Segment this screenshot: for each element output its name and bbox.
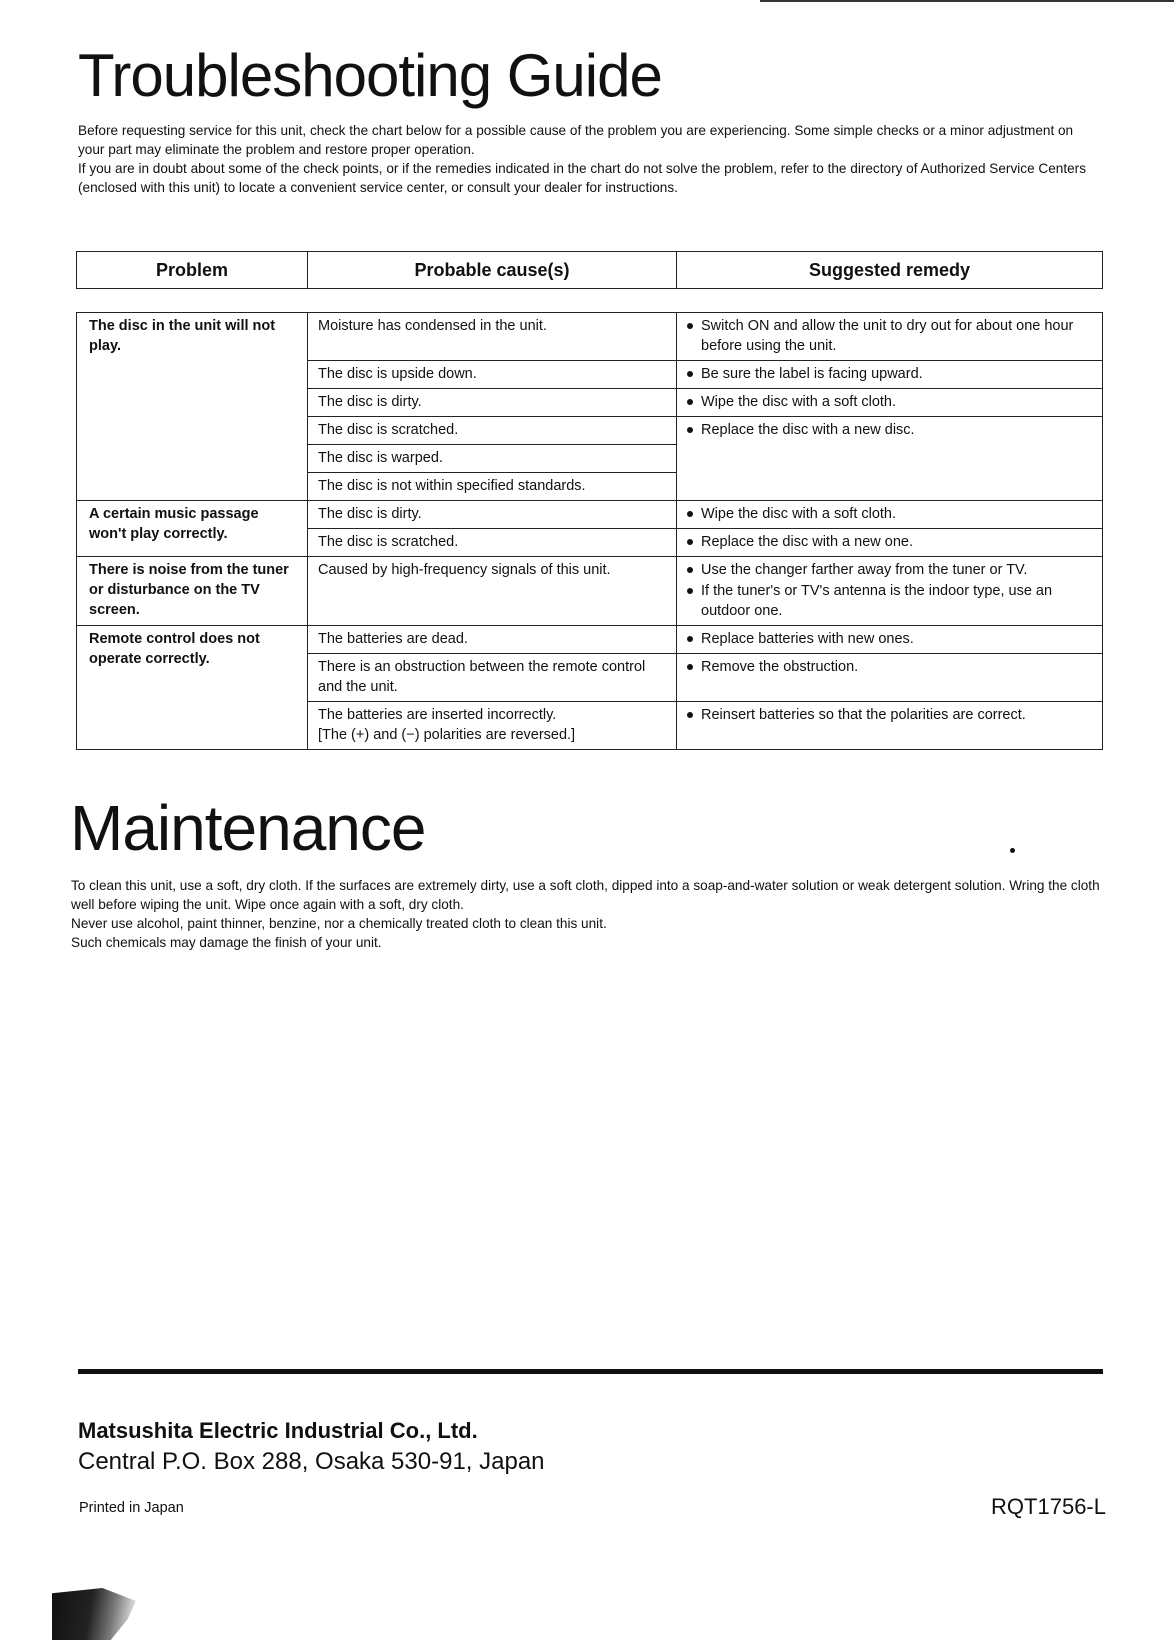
troubleshooting-table	[76, 312, 1103, 750]
remedy-cell	[677, 654, 1103, 702]
cause-cell: The batteries are dead.	[308, 626, 677, 654]
cause-cell: The disc is dirty.	[308, 389, 677, 417]
problem-noise: There is noise from the tuner or disturbance on the TV screen.	[77, 557, 308, 626]
intro-paragraph-2: If you are in doubt about some of the check points, or if the remedies indicated in the chart do not solve the problem, refer to the directory of Authorized Service Centers (enclosed with this unit) to locate a convenient service center, or consult your dealer for instructions.	[78, 161, 1087, 195]
cause-line: The batteries are inserted incorrectly.	[318, 707, 557, 723]
bullet-icon	[687, 323, 693, 329]
troubleshooting-table-header	[76, 251, 1103, 289]
top-edge-rule	[760, 0, 1174, 2]
header-remedy: Suggested remedy	[677, 252, 1103, 289]
problem-passage: A certain music passage won't play correctly.	[77, 501, 308, 557]
header-problem: Problem	[77, 252, 308, 289]
intro-paragraph-1: Before requesting service for this unit, check the chart below for a possible cause of the problem you are experiencing. Some simple checks or a minor adjustment on your part may eliminate the problem and restore proper operation.	[78, 123, 1074, 157]
maintenance-title: Maintenance	[70, 792, 426, 864]
bullet-icon	[687, 664, 693, 670]
problem-disc: The disc in the unit will not play.	[77, 313, 308, 501]
remedy-text: Replace batteries with new ones.	[701, 631, 914, 647]
remedy-text: Switch ON and allow the unit to dry out for about one hour before using the unit.	[701, 318, 1074, 354]
printed-in-note: Printed in Japan	[79, 1500, 184, 1516]
remedy-cell	[677, 557, 1103, 626]
cause-line: [The (+) and (−) polarities are reversed.]	[318, 727, 576, 743]
cause-cell	[308, 702, 677, 750]
bullet-icon	[687, 712, 693, 718]
scan-artifact	[52, 1588, 136, 1640]
footer-rule	[78, 1369, 1103, 1374]
header-cause: Probable cause(s)	[308, 252, 677, 289]
bullet-icon	[687, 511, 693, 517]
bullet-icon	[687, 567, 693, 573]
maintenance-line-2: Never use alcohol, paint thinner, benzine, nor a chemically treated cloth to clean this unit.	[71, 916, 607, 931]
stray-dot-mark	[1010, 848, 1015, 853]
company-address: Central P.O. Box 288, Osaka 530-91, Japan	[78, 1448, 545, 1475]
table-row	[77, 501, 1103, 529]
table-row	[77, 557, 1103, 626]
remedy-text: Be sure the label is facing upward.	[701, 366, 923, 382]
troubleshooting-intro	[78, 121, 1100, 197]
remedy-text: Reinsert batteries so that the polarities are correct.	[701, 707, 1026, 723]
cause-cell: The disc is not within specified standards.	[308, 473, 677, 501]
remedy-cell	[677, 501, 1103, 529]
bullet-icon	[687, 539, 693, 545]
cause-cell: Caused by high-frequency signals of this unit.	[308, 557, 677, 626]
cause-cell: The disc is scratched.	[308, 529, 677, 557]
remedy-text: If the tuner's or TV's antenna is the indoor type, use an outdoor one.	[701, 583, 1053, 619]
troubleshooting-title: Troubleshooting Guide	[78, 42, 662, 109]
remedy-cell	[677, 313, 1103, 361]
remedy-text: Remove the obstruction.	[701, 659, 859, 675]
bullet-icon	[687, 399, 693, 405]
cause-cell: The disc is warped.	[308, 445, 677, 473]
problem-remote: Remote control does not operate correctly.	[77, 626, 308, 750]
remedy-cell	[677, 361, 1103, 389]
cause-cell: The disc is scratched.	[308, 417, 677, 445]
remedy-text: Use the changer farther away from the tuner or TV.	[701, 562, 1028, 578]
remedy-cell	[677, 417, 1103, 501]
cause-cell: The disc is dirty.	[308, 501, 677, 529]
remedy-cell	[677, 626, 1103, 654]
bullet-icon	[687, 588, 693, 594]
remedy-cell	[677, 529, 1103, 557]
remedy-text: Wipe the disc with a soft cloth.	[701, 506, 897, 522]
maintenance-line-3: Such chemicals may damage the finish of your unit.	[71, 935, 382, 950]
remedy-cell	[677, 389, 1103, 417]
cause-cell: The disc is upside down.	[308, 361, 677, 389]
model-code: RQT1756-L	[991, 1494, 1106, 1519]
remedy-cell	[677, 702, 1103, 750]
remedy-text: Replace the disc with a new one.	[701, 534, 913, 550]
maintenance-text	[71, 876, 1101, 952]
bullet-icon	[687, 427, 693, 433]
table-row	[77, 313, 1103, 361]
bullet-icon	[687, 371, 693, 377]
table-row	[77, 626, 1103, 654]
cause-cell: Moisture has condensed in the unit.	[308, 313, 677, 361]
remedy-text: Wipe the disc with a soft cloth.	[701, 394, 897, 410]
cause-cell: There is an obstruction between the remote control and the unit.	[308, 654, 677, 702]
maintenance-line-1: To clean this unit, use a soft, dry cloth. If the surfaces are extremely dirty, use a soft cloth, dipped into a soap-and-water solution or weak detergent solution. Wring the cloth well before wiping the unit. Wipe once again with a soft, dry cloth.	[71, 878, 1100, 912]
remedy-text: Replace the disc with a new disc.	[701, 422, 915, 438]
bullet-icon	[687, 636, 693, 642]
company-name: Matsushita Electric Industrial Co., Ltd.	[78, 1418, 478, 1443]
